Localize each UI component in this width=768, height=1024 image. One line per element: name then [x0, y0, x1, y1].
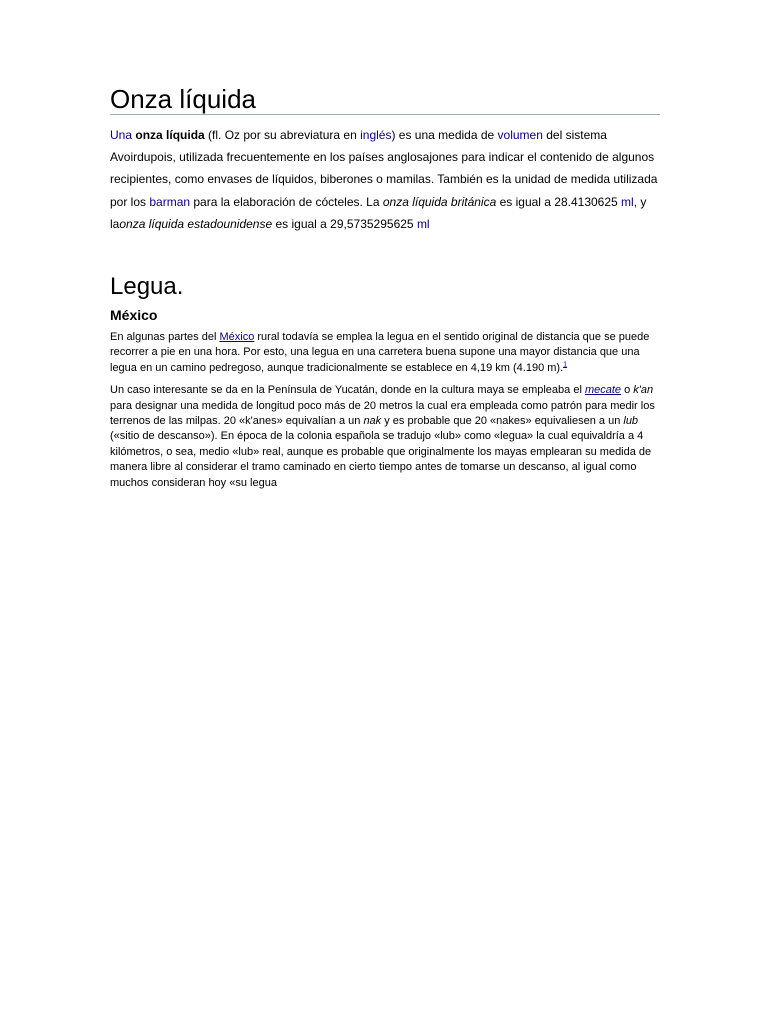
heading-legua: Legua.: [110, 273, 184, 301]
reference-link-1[interactable]: 1: [563, 361, 568, 369]
text-segment: para la elaboración de cócteles. La: [190, 194, 383, 209]
paragraph-onza-liquida: [110, 124, 660, 235]
link-volumen[interactable]: volumen: [497, 128, 543, 142]
text-segment: o: [621, 384, 634, 397]
italic-onza-liquida-estadounidense: onza líquida estadounidense: [119, 216, 273, 231]
italic-lub: lub: [623, 415, 639, 428]
link-mexico[interactable]: México: [219, 331, 255, 344]
heading-onza-liquida: Onza líquida: [110, 84, 660, 115]
subheading-mexico: México: [110, 307, 158, 324]
link-mecate[interactable]: [585, 384, 621, 396]
italic-kan: k'an: [633, 384, 654, 397]
italic-mecate: mecate: [584, 384, 622, 397]
link-barman[interactable]: barman: [149, 194, 191, 209]
link-ingles[interactable]: inglés: [360, 128, 392, 142]
text-segment: («sitio de descanso»). En época de la colonia española se tradujo «lub» como «legua» la cual equivaldría a 4 kilómetros, o sea, medio «lub» real, aunque es probable que originalmente los mayas emplearan su medida de manera libre al considerar el tramo caminado en cierto tiempo antes de tomarse un descanso, al igual como muchos consideran hoy «su legua: [110, 430, 652, 489]
italic-nak: nak: [363, 415, 382, 428]
text-segment: es igual a 28.4130625: [496, 194, 622, 209]
text-segment: es igual a 29,5735295625: [272, 216, 417, 231]
italic-onza-liquida-britanica: onza líquida británica: [382, 194, 497, 209]
link-ml[interactable]: ml: [621, 194, 634, 209]
bold-term-onza-liquida: onza líquida: [135, 128, 205, 142]
link-ml[interactable]: ml: [416, 216, 430, 231]
text-segment: rural todavía se emplea la legua en el sentido original de distancia que se puede recorrer a pie en una hora. Por esto, una legua en una carretera buena supone una mayor distancia que una legua en un camino pedregoso, aunque tradicionalmente se establece en 4,19 km (4.190 m).: [110, 331, 650, 374]
text-segment: y es probable que 20 «nakes» equivaliesen a un: [381, 415, 624, 428]
link-una[interactable]: Una: [110, 128, 133, 142]
paragraph-legua-yucatan: [110, 383, 660, 491]
document-page: [110, 84, 660, 491]
text-segment: para designar una medida de longitud poco más de 20 metros la cual era empleada como patrón para medir los terrenos de las milpas. 20 «k'anes» equivalían a un: [110, 399, 655, 428]
text-segment: Un caso interesante se da en la Península de Yucatán, donde en la cultura maya se empleaba el: [110, 384, 585, 397]
text-segment: En algunas partes del: [110, 331, 220, 344]
text-segment: , y la: [110, 194, 647, 231]
text-segment: (fl. Oz por su abreviatura en: [204, 128, 361, 142]
text-segment: ) es una medida de: [391, 128, 498, 142]
paragraph-legua-mexico: [110, 330, 660, 376]
text-segment: del sistema Avoirdupois, utilizada frecuentemente en los países anglosajones para indicar el contenido de algunos recipientes, como envases de líquidos, biberones o mamilas. También es la unidad de medida utilizada por los: [110, 128, 658, 209]
